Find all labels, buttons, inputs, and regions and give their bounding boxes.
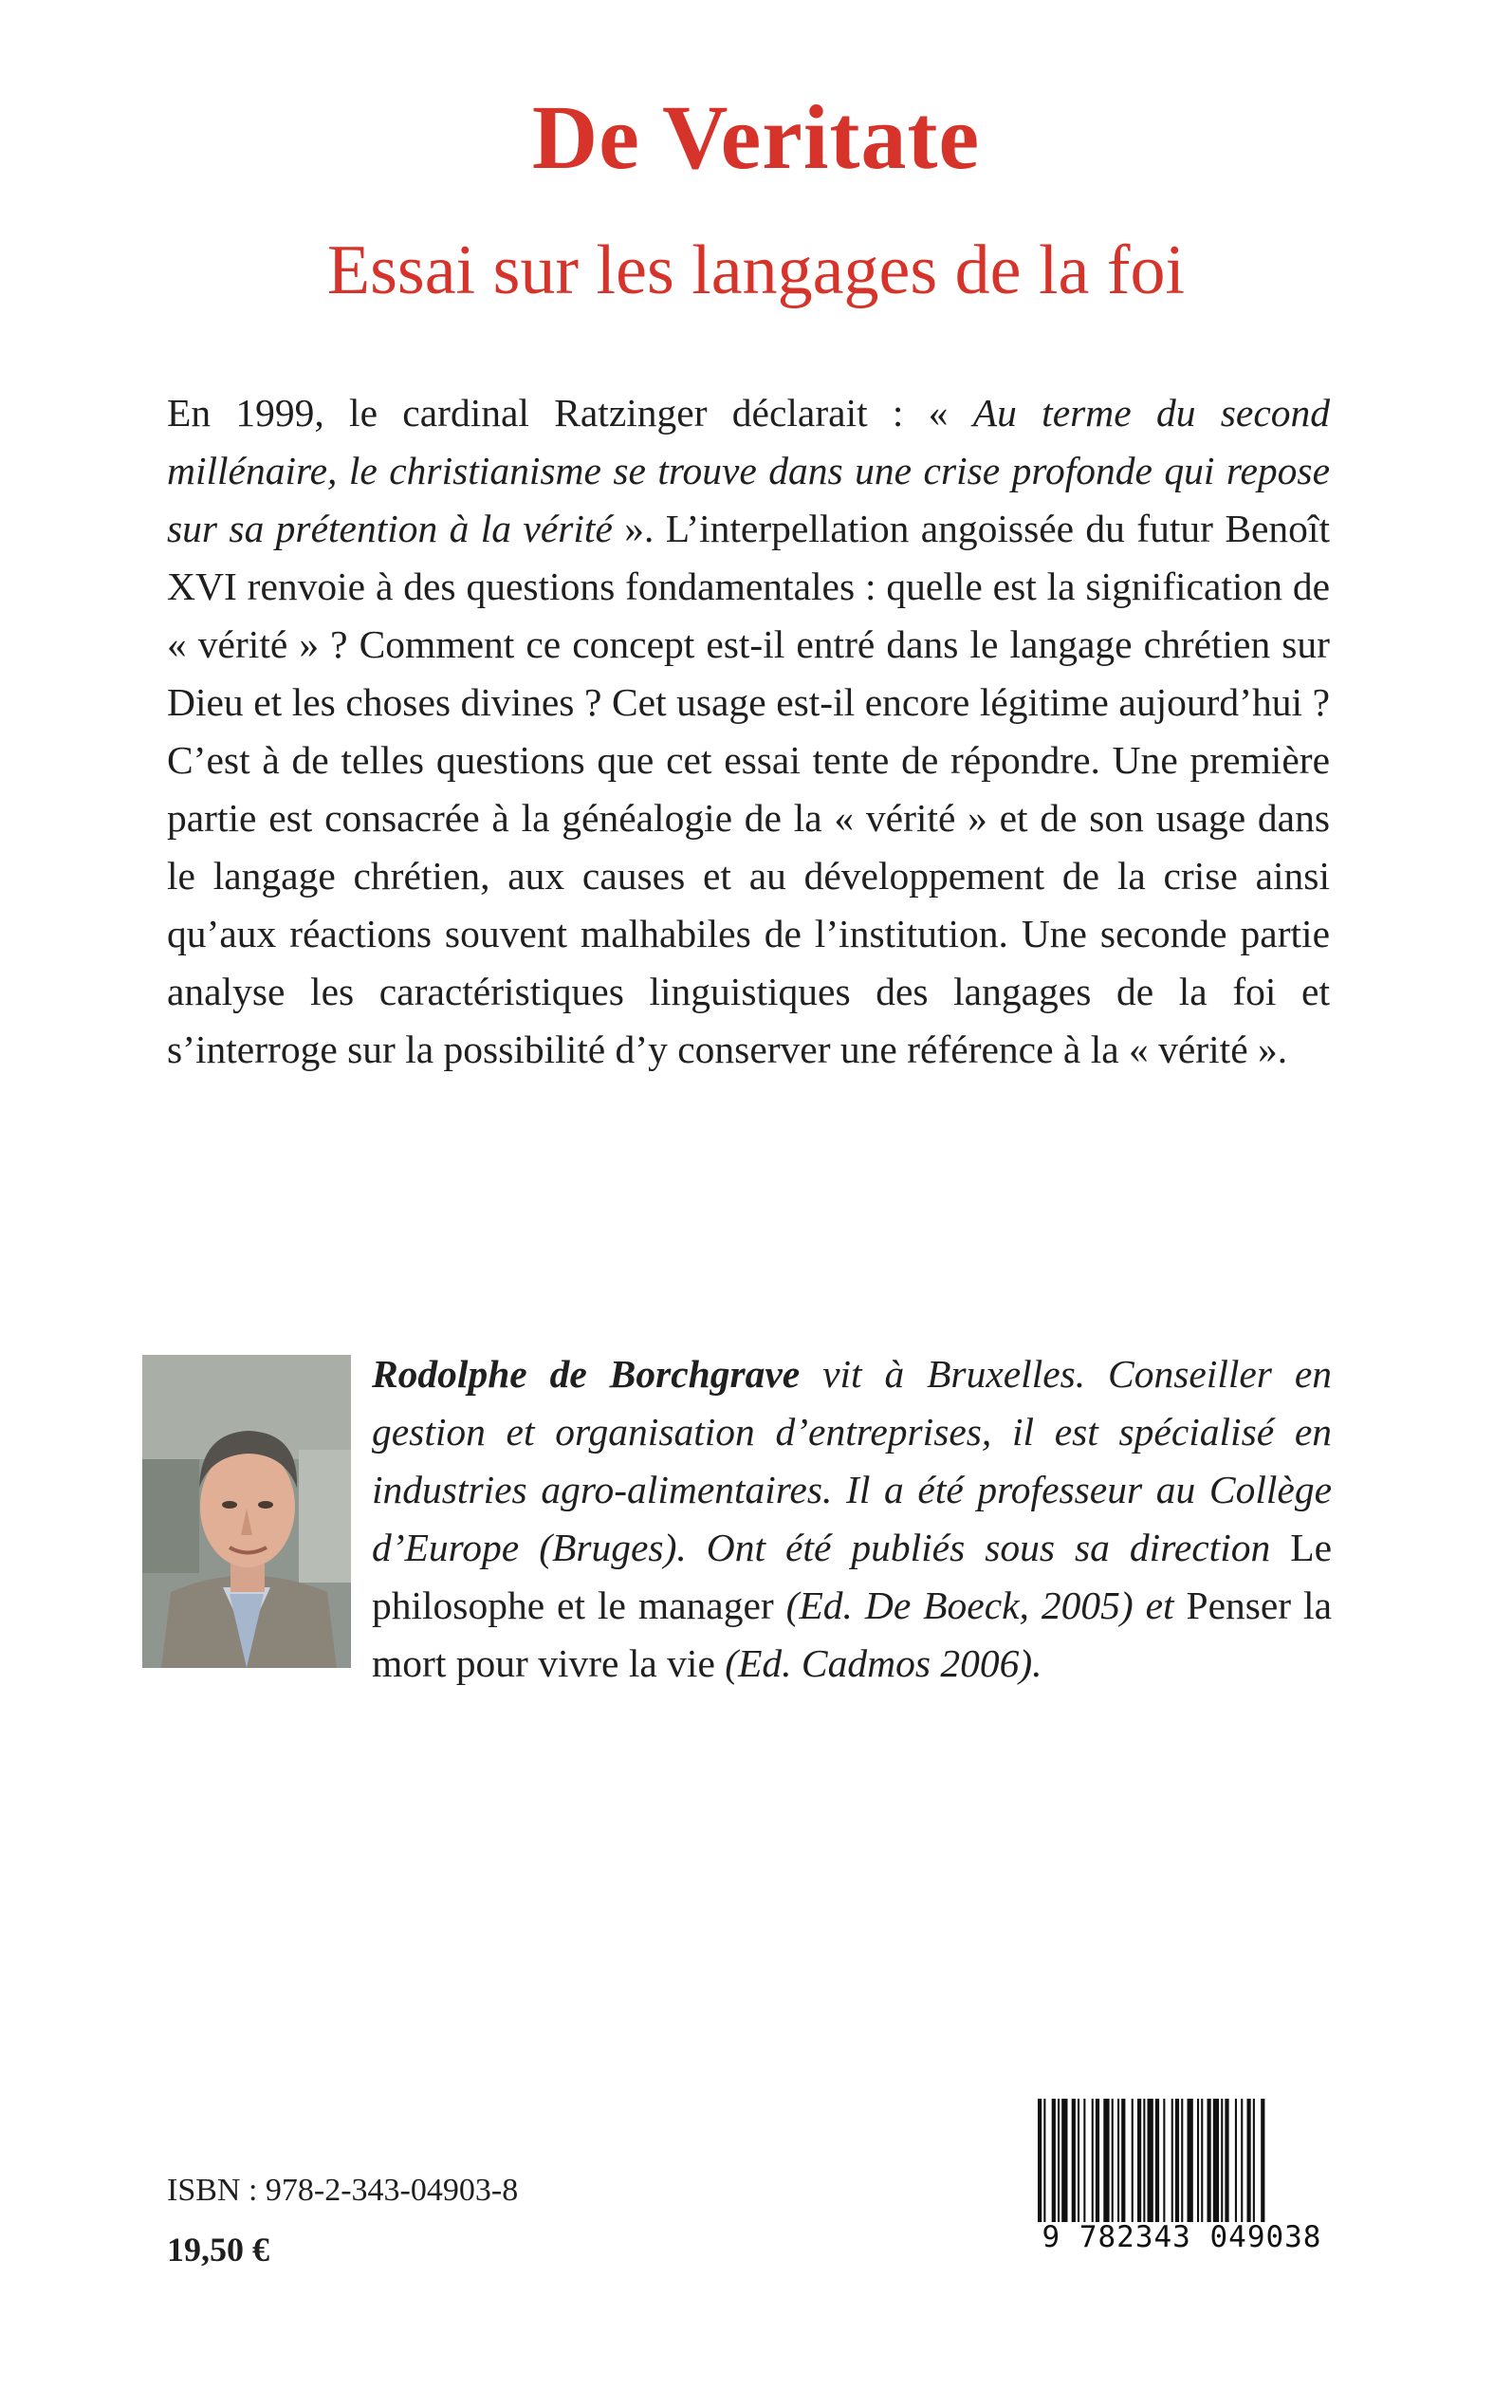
barcode-digits: 9 782343 049038 [1042, 2220, 1322, 2254]
conjunction: et [1133, 1584, 1187, 1627]
author-name: Rodolphe de Borchgrave [372, 1352, 801, 1396]
book-subtitle: Essai sur les langages de la foi [326, 232, 1186, 309]
barcode-bar [1225, 2099, 1228, 2222]
barcode-bar [1181, 2099, 1183, 2222]
barcode-bars [1034, 2099, 1330, 2222]
ratzinger-quote: Au terme du second millénaire, le christianisme se trouve dans une crise profonde qui repose sur sa prétention à la vérité [167, 391, 1330, 550]
barcode-bar [1096, 2099, 1099, 2222]
barcode-bar [1121, 2099, 1125, 2222]
barcode-bar [1137, 2099, 1141, 2222]
barcode-bar [1058, 2099, 1060, 2222]
author-photo [142, 1355, 351, 1668]
barcode-bar [1188, 2099, 1193, 2222]
summary-rest: ». L’interpellation angoissée du futur Benoît XVI renvoie à des questions fondamentales : quelle est la signification de « vérité » ? Comment ce concept est-il entré dans le langage chrétien sur Dieu et les choses divines ? Cet usage est-il encore légitime aujourd’hui ? C’est à de telles questions que cet essai tente de répondre. Une première partie est consacrée à la généalogie de la « vérité » et de son usage dans le langage chrétien, aux causes et au développement de la crise ainsi qu’aux réactions souvent malhabiles de l’institution. Une seconde partie analyse les caractéristiques linguistiques des langages de la foi et s’interroge sur la possibilité d’y conserver une référence à la « vérité ». [167, 507, 1330, 1071]
barcode-bar [1155, 2099, 1159, 2222]
book-publisher-2: (Ed. Cadmos 2006). [725, 1641, 1042, 1685]
barcode-bar [1117, 2099, 1119, 2222]
barcode-bar [1092, 2099, 1094, 2222]
author-bio [372, 1345, 1332, 1693]
barcode-bar [1163, 2099, 1165, 2222]
barcode-bar [1103, 2099, 1109, 2222]
barcode-bar [1221, 2099, 1223, 2222]
barcode-bar [1078, 2099, 1079, 2222]
summary-lead: En 1999, le cardinal Ratzinger déclarait : « [167, 391, 973, 435]
book-title: De Veritate [531, 86, 981, 188]
barcode-bar [1247, 2099, 1251, 2222]
barcode-bar [1052, 2099, 1056, 2222]
book-title-2: Penser la mort pour vivre la vie [372, 1584, 1333, 1685]
barcode-bar [1038, 2099, 1042, 2222]
barcode-bar [1043, 2099, 1045, 2222]
barcode-bar [1171, 2099, 1173, 2222]
barcode-bar [1197, 2099, 1199, 2222]
price-text: 19,50 € [167, 2231, 269, 2269]
barcode [1034, 2099, 1330, 2260]
summary-paragraph [167, 384, 1330, 1079]
book-publisher-1: (Ed. De Boeck, 2005) [785, 1584, 1134, 1627]
author-bio-text: vit à Bruxelles. Conseiller en gestion et organisation d’entreprises, il est spécialisé en industries agro-alimentaires. Il a été professeur au Collège d’Europe (Bruges). Ont été publiés sous sa direction [372, 1352, 1333, 1569]
barcode-bar [1261, 2099, 1264, 2222]
barcode-bar [1148, 2099, 1153, 2222]
book-title-1: Le philosophe et le manager [372, 1526, 1332, 1627]
isbn-text: ISBN : 978-2-343-04903-8 [167, 2173, 519, 2208]
barcode-bar [1201, 2099, 1203, 2222]
barcode-bar [1253, 2099, 1255, 2222]
barcode-bar [1241, 2099, 1243, 2222]
barcode-bar [1213, 2099, 1219, 2222]
barcode-bar [1208, 2099, 1211, 2222]
barcode-bar [1175, 2099, 1179, 2222]
barcode-bar [1083, 2099, 1085, 2222]
barcode-bar [1143, 2099, 1145, 2222]
barcode-bar [1112, 2099, 1114, 2222]
barcode-bar [1072, 2099, 1076, 2222]
barcode-bar [1132, 2099, 1134, 2222]
barcode-bar [1235, 2099, 1237, 2222]
barcode-bar [1061, 2099, 1067, 2222]
